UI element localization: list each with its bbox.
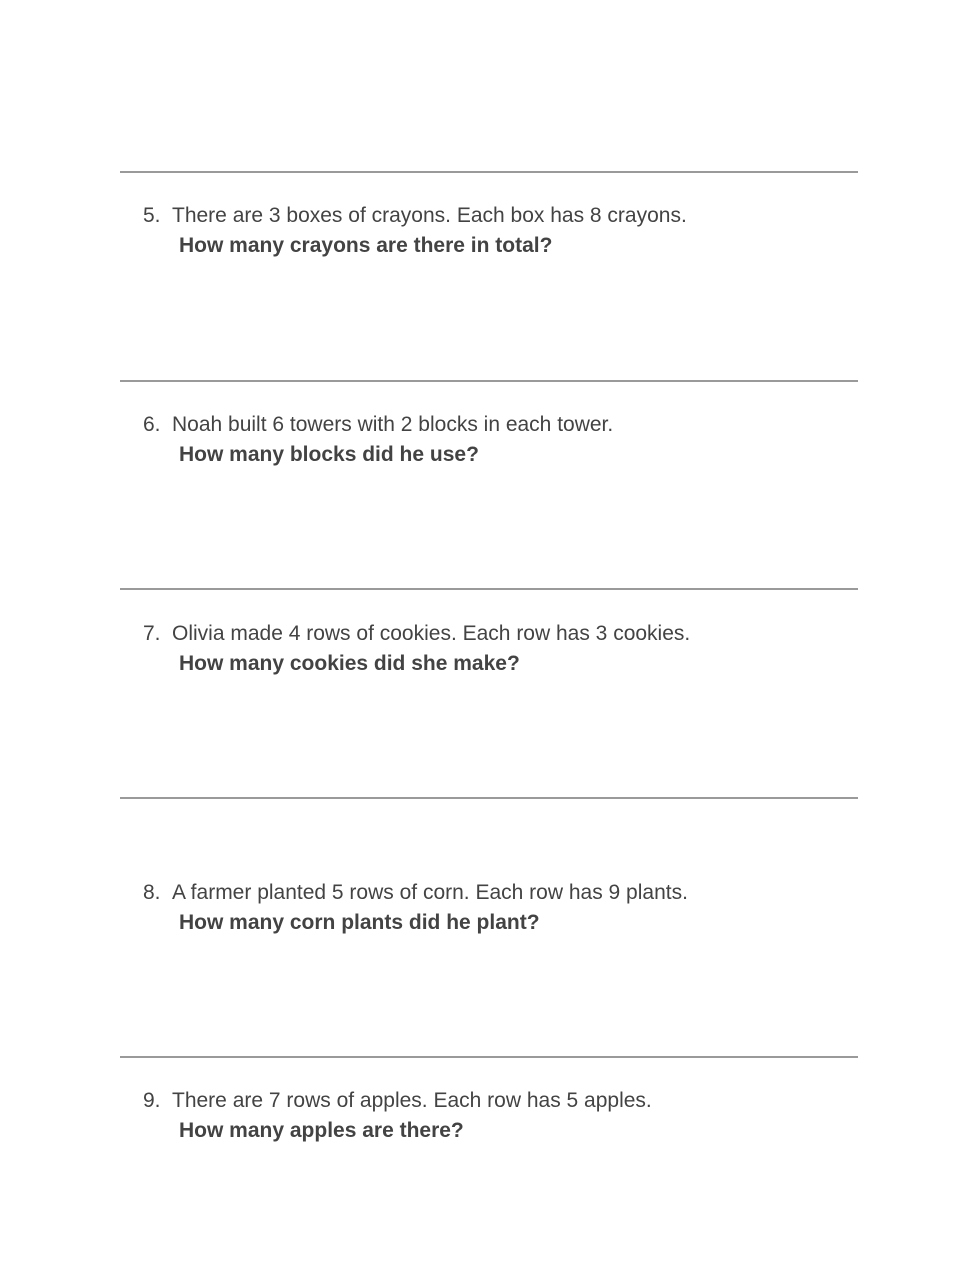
problem-number: 6. [143, 413, 161, 436]
problem-statement: Olivia made 4 rows of cookies. Each row has 3 cookies. [172, 622, 691, 645]
problem-9 [143, 1088, 863, 1144]
divider-line [120, 171, 858, 173]
problem-number: 9. [143, 1089, 161, 1112]
problem-5 [143, 203, 863, 259]
problem-question: How many blocks did he use? [179, 443, 479, 466]
problem-7 [143, 621, 863, 677]
problem-statement: There are 3 boxes of crayons. Each box has 8 crayons. [172, 204, 687, 227]
problem-statement: A farmer planted 5 rows of corn. Each row has 9 plants. [172, 881, 688, 904]
problem-question: How many cookies did she make? [179, 652, 520, 675]
problem-question: How many crayons are there in total? [179, 234, 553, 257]
problem-number: 7. [143, 622, 161, 645]
problem-statement: Noah built 6 towers with 2 blocks in each tower. [172, 413, 614, 436]
divider-line [120, 797, 858, 799]
problem-number: 8. [143, 881, 161, 904]
problem-question: How many apples are there? [179, 1119, 464, 1142]
problem-statement: There are 7 rows of apples. Each row has 5 apples. [172, 1089, 652, 1112]
problem-8 [143, 880, 863, 936]
problem-6 [143, 412, 863, 468]
divider-line [120, 380, 858, 382]
problem-question: How many corn plants did he plant? [179, 911, 540, 934]
problem-number: 5. [143, 204, 161, 227]
divider-line [120, 588, 858, 590]
divider-line [120, 1056, 858, 1058]
